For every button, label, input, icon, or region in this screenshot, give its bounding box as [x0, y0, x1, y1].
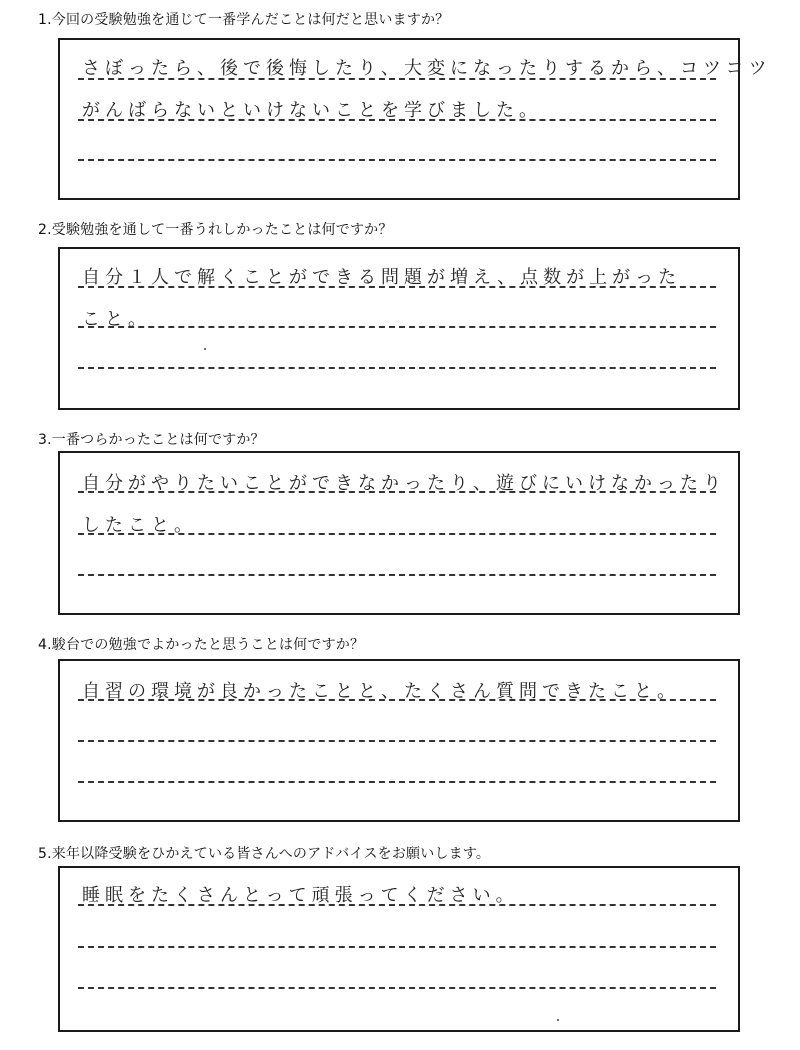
answer-2-line-2: こと。 — [82, 309, 151, 330]
answer-box-2 — [58, 247, 740, 410]
dashed-rule — [78, 326, 716, 328]
answer-box-1 — [58, 38, 772, 200]
answer-1-line-1: さぼったら、後で後悔したり、大変になったりするから、コツコツ — [82, 58, 772, 79]
answer-1-line-2: がんばらないといけないことを学びました。 — [82, 100, 542, 121]
dashed-rule — [78, 286, 716, 288]
answer-5-line-1: 睡眠をたくさんとって頑張ってください。 — [82, 885, 519, 906]
question-3: 3.一番つらかったことは何ですか？ — [38, 432, 265, 448]
dashed-rule — [78, 367, 716, 369]
stray-mark — [204, 348, 206, 350]
dashed-rule — [78, 699, 716, 701]
answer-box-4 — [58, 659, 740, 822]
question-5: 5.来年以降受験をひかえている皆さんへのアドバイスをお願いします。 — [38, 846, 491, 862]
dashed-rule — [78, 491, 716, 493]
answer-box-3 — [58, 451, 740, 615]
answer-box-5 — [58, 866, 740, 1032]
dashed-rule — [78, 78, 716, 80]
answer-4-line-1: 自習の環境が良かったことと、たくさん質問できたこと。 — [82, 681, 680, 702]
dashed-rule — [78, 946, 716, 948]
dashed-rule — [78, 987, 716, 989]
dashed-rule — [78, 740, 716, 742]
answer-3-line-1: 自分がやりたいことができなかったり、遊びにいけなかったり — [82, 473, 726, 494]
answer-2-line-1: 自分１人で解くことができる問題が増え、点数が上がった — [82, 267, 682, 288]
dashed-rule — [78, 574, 716, 576]
question-2: 2.受験勉強を通して一番うれしかったことは何ですか？ — [38, 222, 393, 238]
question-1: 1.今回の受験勉強を通じて一番学んだことは何だと思いますか？ — [38, 12, 450, 28]
stray-mark — [557, 1019, 559, 1021]
dashed-rule — [78, 781, 716, 783]
answer-3-line-2: したこと。 — [82, 515, 197, 536]
dashed-rule — [78, 119, 716, 121]
dashed-rule — [78, 159, 716, 161]
question-4: 4.駿台での勉強でよかったと思うことは何ですか？ — [38, 637, 365, 653]
dashed-rule — [78, 533, 716, 535]
dashed-rule — [78, 904, 716, 906]
